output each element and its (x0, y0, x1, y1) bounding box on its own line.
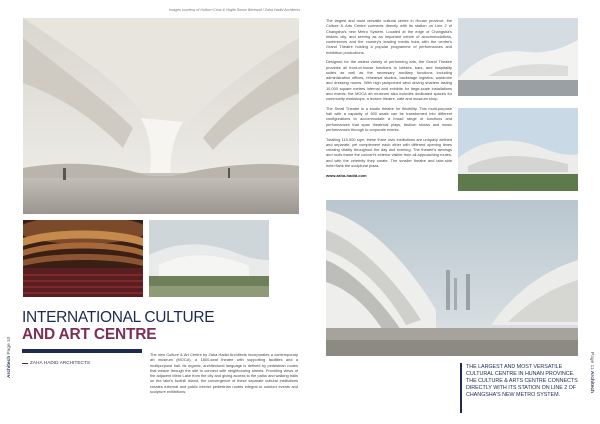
exterior-photo-large (326, 200, 578, 356)
folio-right (589, 352, 594, 393)
intro-paragraph: The new Culture & Art Centre by Zaha Hadid Architects incorporates a contemporary art museum (MOCA), a 1800-seat theatre with supporting facilities and a multipurpose hall. Its organic, architectural language is defined by pedestrian routes that weave through the site to connect with neighbouring streets. Providing views of the adjacent Meixi Lake from the city and giving access to the parks and walking trails on the lake's foothill island, the convergence of these separate cultural institutions creates external and public interior pedestrian routes integral to outdoor events and sculpture exhibitions. (150, 352, 298, 395)
pull-quote: THE LARGEST AND MOST VERSATILE CULTURAL CENTRE IN HUNAN PROVINCE. THE CULTURE & ARTS CENTRE CONNECTS DIRECTLY WITH ITS STATION ON LINE 2 OF CHANGSHA'S NEW METRO SYSTEM. (466, 364, 578, 398)
body-paragraph: The largest and most versatile cultural centre in Hunan province, the Culture & Arts Centre connects directly with its station on Line 2 of Changsha's new Metro System. Located at the edge of Changsha's historic city, and serving as an important centre of accommodations, conferences and the country's leading media hubs with the centre's Grand Theatre hosting a popular programme of performances and exhibition productions. (326, 18, 452, 55)
article-title-line2: AND ART CENTRE (22, 326, 157, 343)
auditorium-photo (23, 220, 143, 297)
body-paragraph: Designed for the widest variety of performing arts, the Grand Theatre provides all front-of-house functions to lobbies, bars, and hospitality suites as well as the necessary ancillary functions including administration offices, rehearsal studios, backstage logistics, wardrobe and dressing rooms. With high jackpoined wind driving shaders lasting 10,000 square metres internal and exhibits for large-scale installations and events; the MOCA art museum also includes dedicated spaces for community workshops, a lecture theatre, café and museum shop. (326, 59, 452, 101)
exterior-small-photo (149, 220, 269, 297)
title-rule (22, 349, 142, 353)
interior-photo (23, 18, 299, 214)
folio-left-magazine: Architech (7, 355, 12, 378)
exterior-photo-top (458, 18, 578, 96)
folio-left-page: Page 10 (7, 336, 12, 355)
body-paragraph: The Small Theatre is a studio theatre for flexibility. This multi-purpose hall with a capacity of 500 seats can be transformed into different configurations to accommodate a broad range of functions and performances that span theatrical plays, fashion shows and music performances through to corporate events. (326, 105, 452, 132)
exterior-photo-middle (458, 108, 578, 191)
body-text-column (326, 18, 452, 178)
folio-left (7, 337, 12, 378)
website-url: www.zaha-hadid.com (326, 172, 367, 178)
author-dash (22, 363, 28, 364)
pull-quote-bar (460, 363, 462, 413)
author-label: ZAHA HADID ARCHITECTS (30, 360, 91, 365)
body-paragraph: Totalling 115,000 sqm, these three civic institutions are uniquely defined and separate, yet complement each other with different opening times creating vitality throughout the day and evening. The theatre's awnings and roofs frame the concert's exterior visible from all approaching routes, and with the celebrity they create. The smaller theatre and lake-side hotel flank the sculptural plaza. (326, 136, 452, 168)
photo-credit: Images courtesy of Hufton+Crow & Virgile Simon Bertrand / Zaha Hadid Architects (169, 8, 300, 12)
folio-right-page: Page 11 (589, 352, 594, 370)
folio-right-magazine: Architech (589, 370, 594, 393)
article-title-line1: INTERNATIONAL CULTURE (22, 309, 215, 326)
